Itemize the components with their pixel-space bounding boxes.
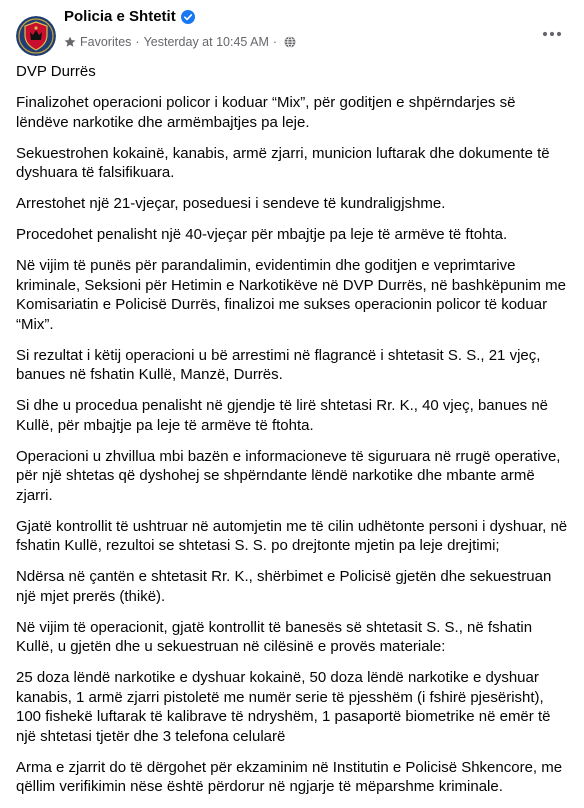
post-paragraph: Ndërsa në çantën e shtetasit Rr. K., shërbimet e Policisë gjetën dhe sekuestruan një mjet prerës (thikë). (16, 568, 552, 605)
page-name: Policia e Shtetit (64, 8, 176, 25)
post-paragraph: Gjatë kontrollit të ushtruar në automjetin me të cilin udhëtonte personi i dyshuar, në fshatin Kullë, rezultoi se shtetasi S. S. po drejtonte mjetin pa leje drejtimi; (16, 517, 568, 554)
more-dots-icon (542, 31, 562, 37)
verified-badge-icon (181, 10, 195, 24)
post-paragraph: Operacioni u zhvillua mbi bazën e informacioneve të siguruara në rrugë operative, për një shtetas që dyshohej se shpërndante lëndë narkotike dhe mbante armë zjarri. (16, 447, 561, 504)
police-badge-icon (16, 16, 56, 56)
post-paragraph: Arma e zjarrit do të dërgohet për ekzaminim në Institutin e Policisë Shkencore, me qëllim verifikimin nëse është përdorur në ngjarje të mëparshme kriminale. (16, 758, 563, 795)
post-paragraph: Procedohet penalisht një 40-vjeçar për mbajtje pa leje të armëve të ftohta. (16, 226, 508, 243)
post-paragraph: Si rezultat i këtij operacioni u bë arrestimi në flagrancë i shtetasit S. S., 21 vjeç, banues në fshatin Kullë, Manzë, Durrës. (16, 346, 541, 383)
post-paragraph: Si dhe u procedua penalisht në gjendje të lirë shtetasi Rr. K., 40 vjeç, banues në Kullë, për mbajtje pa leje të armëve të ftohta. (16, 397, 549, 434)
more-options-button[interactable] (536, 18, 568, 50)
post-paragraph: 25 doza lëndë narkotike e dyshuar kokainë, 50 doza lëndë narkotike e dyshuar kanabis, 1 armë zjarri pistoletë me numër serie të pjesshëm (i fshirë pjesërisht), 100 fishekë luftarak të kalibrave të ndryshëm, 1 pasaportë biometrike në emër të një shtetasi tjetër dhe 3 telefona celularë (16, 669, 551, 745)
post-paragraph: Arrestohet një 21-vjeçar, poseduesi i sendeve të kundraligjshme. (16, 195, 446, 212)
post-paragraph: DVP Durrës (16, 63, 96, 80)
page-name-link[interactable] (64, 8, 195, 25)
star-icon (64, 36, 76, 48)
post-timestamp[interactable]: Yesterday at 10:45 AM (143, 35, 269, 49)
meta-separator: · (135, 35, 140, 49)
post-paragraph: Në vijim të punës për parandalimin, evidentimin dhe goditjen e veprimtarive kriminale, Seksioni për Hetimin e Narkotikëve në DVP Durrës, në bashkëpunim me Komisariatin e Policisë Durrës, finalizoi me sukses operacionin policor të koduar “Mix”. (16, 257, 566, 333)
post-paragraph: Në vijim të operacionit, gjatë kontrollit të banesës së shtetasit S. S., në fshatin Kullë, u gjetën dhe u sekuestruan në cilësinë e provës materiale: (16, 618, 533, 655)
post-paragraph: Finalizohet operacioni policor i koduar “Mix”, për goditjen e shpërndarjes së lëndëve narkotike dhe armëmbajtjes pa leje. (16, 94, 516, 131)
post-meta (64, 35, 296, 49)
globe-icon (284, 36, 296, 48)
meta-separator-2: · (272, 35, 278, 49)
audience-label[interactable]: Favorites (80, 35, 132, 49)
post-body (16, 62, 572, 808)
page-avatar[interactable] (16, 16, 56, 56)
post-header (0, 0, 584, 60)
post-paragraph: Sekuestrohen kokainë, kanabis, armë zjarri, municion luftarak dhe dokumente të dyshuara të falsifikuara. (16, 144, 550, 181)
